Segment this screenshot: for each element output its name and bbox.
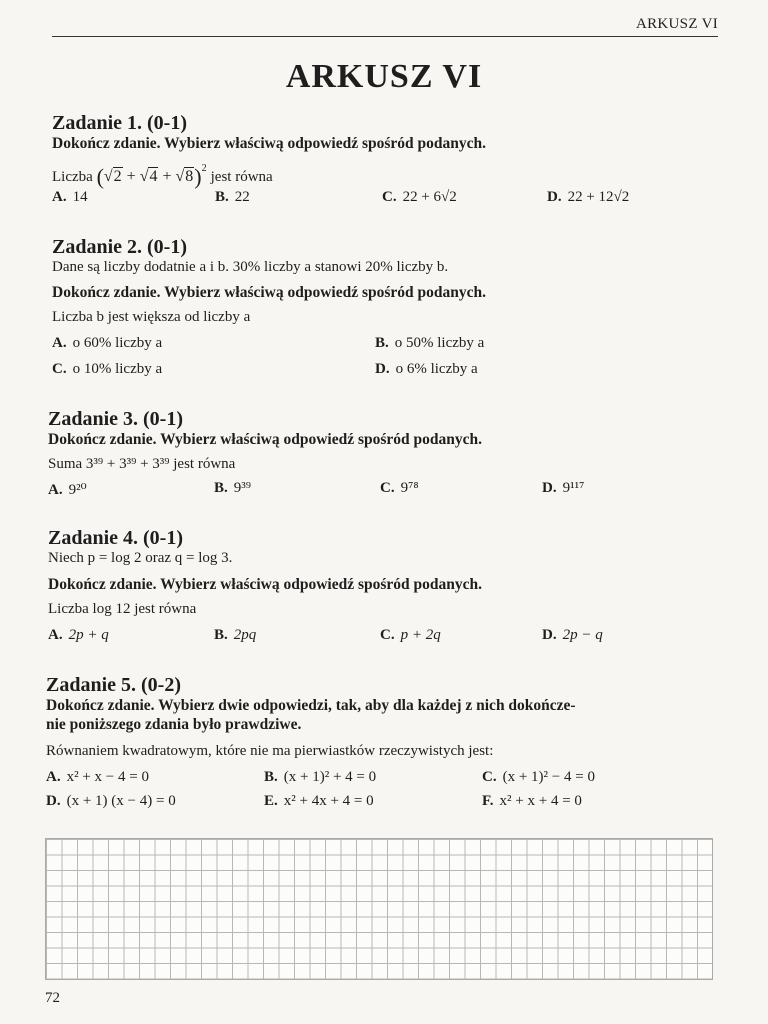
option-d[interactable]: D. o 6% liczby a: [375, 361, 478, 377]
option-b[interactable]: B. o 50% liczby a: [375, 335, 485, 351]
option-c[interactable]: C. o 10% liczby a: [52, 361, 163, 377]
stem-prefix: Liczba: [52, 169, 93, 185]
task-title: Zadanie 4. (0-1): [48, 527, 183, 549]
task-1: [52, 112, 722, 211]
task-2: [52, 236, 722, 383]
option-c[interactable]: C. 9⁷⁸: [380, 480, 419, 496]
task-instruction: Dokończ zdanie. Wybierz właściwą odpowiedź spośród podanych.: [52, 284, 487, 301]
task-intro: Dane są liczby dodatnie a i b. 30% liczby a stanowi 20% liczby b.: [52, 259, 449, 275]
option-d[interactable]: D. 22 + 12√2: [547, 189, 630, 205]
task-instruction-line-2: nie poniższego zdania było prawdziwe.: [46, 716, 302, 733]
task-stem: Równaniem kwadratowym, które nie ma pierwiastków rzeczywistych jest:: [46, 743, 494, 759]
scratch-grid[interactable]: [45, 838, 713, 980]
option-b[interactable]: B. 9³⁹: [214, 480, 251, 496]
page-title: ARKUSZ VI: [285, 58, 483, 95]
task-5: [46, 674, 716, 815]
stem-formula: $(√2 + √4 + √8)^2$: [96, 163, 207, 189]
page-number: 72: [45, 990, 60, 1006]
task-title: Zadanie 1. (0-1): [52, 112, 187, 134]
task-3: [48, 408, 718, 502]
answer-options-row-1: [46, 769, 716, 793]
option-a[interactable]: A. 14: [52, 189, 88, 205]
option-a[interactable]: A. o 60% liczby a: [52, 335, 163, 351]
task-4: [48, 527, 718, 649]
option-d[interactable]: D. 2p − q: [542, 627, 603, 643]
answer-options: [48, 480, 718, 502]
task-title: Zadanie 3. (0-1): [48, 408, 183, 430]
stem-suffix: jest równa: [210, 169, 273, 185]
answer-options: [52, 189, 722, 211]
option-a[interactable]: A. x² + x − 4 = 0: [46, 769, 149, 785]
task-stem: Liczba log 12 jest równa: [48, 601, 197, 617]
running-head: ARKUSZ VI: [635, 16, 718, 32]
option-c[interactable]: C. 22 + 6√2: [382, 189, 457, 205]
task-stem: Liczba b jest większa od liczby a: [52, 309, 251, 325]
answer-options-row-2: [46, 793, 716, 815]
task-instruction: Dokończ zdanie. Wybierz właściwą odpowiedź spośród podanych.: [48, 431, 483, 448]
header-rule: [52, 36, 718, 37]
option-d[interactable]: D. 9¹¹⁷: [542, 480, 585, 496]
answer-options-row-2: [52, 361, 722, 383]
option-b[interactable]: B. 22: [215, 189, 250, 205]
task-instruction: Dokończ zdanie. Wybierz właściwą odpowiedź spośród podanych.: [48, 576, 483, 593]
task-instruction: Dokończ zdanie. Wybierz właściwą odpowiedź spośród podanych.: [52, 135, 487, 152]
task-intro: Niech p = log 2 oraz q = log 3.: [48, 550, 233, 566]
option-c[interactable]: C. p + 2q: [380, 627, 441, 643]
option-b[interactable]: B. (x + 1)² + 4 = 0: [264, 769, 377, 785]
option-f[interactable]: F. x² + x + 4 = 0: [482, 793, 582, 809]
answer-options-row-1: [52, 335, 722, 361]
task-title: Zadanie 2. (0-1): [52, 236, 187, 258]
option-e[interactable]: E. x² + 4x + 4 = 0: [264, 793, 374, 809]
option-d[interactable]: D. (x + 1) (x − 4) = 0: [46, 793, 176, 809]
option-a[interactable]: A. 9²⁰: [48, 482, 87, 498]
task-stem: [52, 159, 722, 189]
task-instruction-line-1: Dokończ zdanie. Wybierz dwie odpowiedzi, tak, aby dla każdej z nich dokończe-: [46, 697, 576, 714]
option-c[interactable]: C. (x + 1)² − 4 = 0: [482, 769, 595, 785]
answer-options: [48, 627, 718, 649]
option-b[interactable]: B. 2pq: [214, 627, 257, 643]
task-stem: Suma 3³⁹ + 3³⁹ + 3³⁹ jest równa: [48, 456, 236, 472]
option-a[interactable]: A. 2p + q: [48, 627, 109, 643]
task-title: Zadanie 5. (0-2): [46, 674, 181, 696]
